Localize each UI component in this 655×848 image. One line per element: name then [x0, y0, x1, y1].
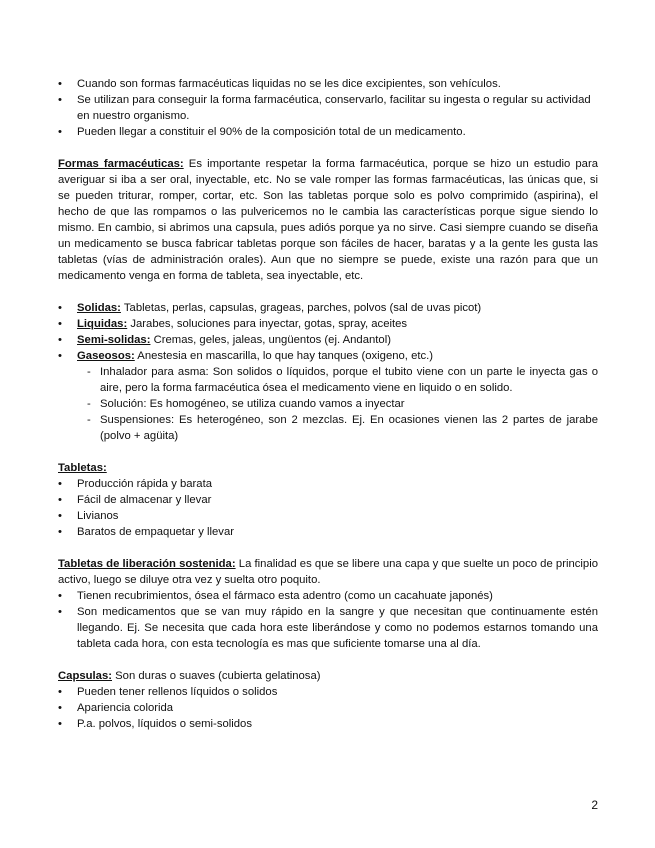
- formas-text: Es importante respetar la forma farmacéutica, porque se hizo un estudio para averiguar si iba a ser oral, inyectable, etc. No se vale romper las formas farmacéuticas, las únicas que, si se pueden triturar, romper, cortar, etc. Son las tabletas porque solo es polvo comprimido (aspirina), el hecho de que las rompamos o las pulvericemos no le cambia las características porque sigue siendo lo mismo. En cambio, si abrimos una capsula, pues adiós porque ya no sirve. Casi siempre cuando se diseña un medicamento se busca fabricar tabletas porque son fáciles de hacer, baratas y a la gente les gusta las tabletas (vías de administración orales). Aun que no siempre se puede, existe una razón para que un medicamento venga en forma de tableta, sea inyectable, etc.: [58, 158, 598, 282]
- list-item: • Cuando son formas farmacéuticas liquidas no se les dice excipientes, son vehículos.: [58, 76, 598, 92]
- document-page: [58, 76, 598, 732]
- sub-list-item: - Solución: Es homogéneo, se utiliza cuando vamos a inyectar: [58, 396, 598, 412]
- list-item: [58, 300, 598, 316]
- term-text: Cremas, geles, jaleas, ungüentos (ej. Andantol): [153, 334, 391, 346]
- capsulas-heading: Capsulas:: [58, 670, 112, 682]
- list-item: • Son medicamentos que se van muy rápido en la sangre y que necesitan que continuamente estén llegando. Ej. Se necesita que cada hora este liberándose y como no podemos estarnos tomando una tableta cada hora, con esta tecnología es mas que suficiente tomarse una al día.: [58, 604, 598, 652]
- intro-bullet-list: [58, 76, 598, 140]
- list-item: • P.a. polvos, líquidos o semi-solidos: [58, 716, 598, 732]
- list-item: [58, 332, 598, 348]
- term-text: Jarabes, soluciones para inyectar, gotas, spray, aceites: [130, 318, 408, 330]
- liberacion-paragraph: [58, 556, 598, 588]
- capsulas-text: Son duras o suaves (cubierta gelatinosa): [115, 670, 321, 682]
- tabletas-list: [58, 476, 598, 540]
- tabletas-heading-line: [58, 460, 598, 476]
- estados-list: [58, 300, 598, 444]
- term-text: Anestesia en mascarilla, lo que hay tanques (oxigeno, etc.): [137, 350, 434, 362]
- term-semisolidas: Semi-solidas:: [77, 334, 151, 346]
- term-text: Tabletas, perlas, capsulas, grageas, parches, polvos (sal de uvas picot): [123, 302, 482, 314]
- term-solidas: Solidas:: [77, 302, 121, 314]
- capsulas-list: [58, 684, 598, 732]
- sub-list-item: - Suspensiones: Es heterogéneo, son 2 mezclas. Ej. En ocasiones vienen las 2 partes de jarabe (polvo + agüita): [58, 412, 598, 444]
- list-item: • Baratos de empaquetar y llevar: [58, 524, 598, 540]
- list-item: [58, 316, 598, 332]
- list-item: [58, 348, 598, 444]
- page-number: 2: [591, 798, 598, 812]
- liberacion-heading: Tabletas de liberación sostenida:: [58, 558, 236, 570]
- list-item: • Livianos: [58, 508, 598, 524]
- list-item: • Se utilizan para conseguir la forma farmacéutica, conservarlo, facilitar su ingesta o regular su actividad en nuestro organismo.: [58, 92, 598, 124]
- formas-paragraph: [58, 156, 598, 284]
- term-liquidas: Liquidas:: [77, 318, 128, 330]
- liberacion-text: La finalidad es que se libere una capa y que suelte un poco de principio activo, luego se diluye otra vez y suelta otro poquito.: [58, 558, 599, 586]
- list-item: • Tienen recubrimientos, ósea el fármaco esta adentro (como un cacahuate japonés): [58, 588, 598, 604]
- tabletas-heading: Tabletas:: [58, 462, 107, 474]
- list-item: • Producción rápida y barata: [58, 476, 598, 492]
- list-item: • Pueden tener rellenos líquidos o solidos: [58, 684, 598, 700]
- list-item: • Apariencia colorida: [58, 700, 598, 716]
- liberacion-list: [58, 588, 598, 652]
- capsulas-paragraph: [58, 668, 598, 684]
- formas-heading: Formas farmacéuticas:: [58, 158, 184, 170]
- list-item: • Pueden llegar a constituir el 90% de la composición total de un medicamento.: [58, 124, 598, 140]
- gaseosos-sublist: [58, 364, 598, 444]
- sub-list-item: - Inhalador para asma: Son solidos o líquidos, porque el tubito viene con un parte le inyecta gas o aire, pero la forma farmacéutica ósea el medicamento viene en liquido o en solido.: [58, 364, 598, 396]
- term-gaseosos: Gaseosos:: [77, 350, 135, 362]
- list-item: • Fácil de almacenar y llevar: [58, 492, 598, 508]
